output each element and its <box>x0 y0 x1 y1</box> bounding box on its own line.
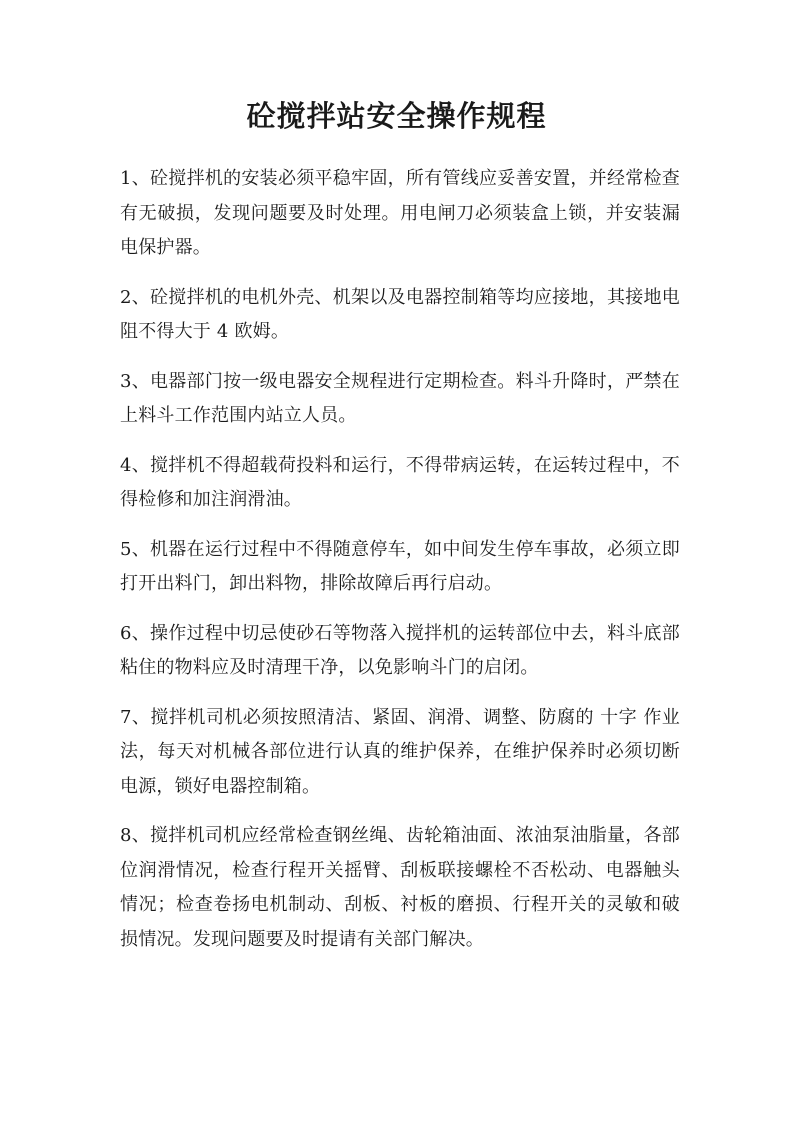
paragraph-7: 7、搅拌机司机必须按照清洁、紧固、润滑、调整、防腐的 十字 作业法，每天对机械各部位进行认真的维护保养，在维护保养时必须切断电源，锁好电器控制箱。 <box>120 706 680 797</box>
paragraph-5: 5、机器在运行过程中不得随意停车，如中间发生停车事故，必须立即打开出料门，卸出料物，排除故障后再行启动。 <box>120 538 680 594</box>
paragraph-4: 4、搅拌机不得超载荷投料和运行，不得带病运转，在运转过程中，不得检修和加注润滑油。 <box>120 454 680 510</box>
paragraph-2: 2、砼搅拌机的电机外壳、机架以及电器控制箱等均应接地，其接地电阻不得大于 4 欧姆。 <box>120 286 680 342</box>
document-body <box>120 162 680 972</box>
paragraph-6: 6、操作过程中切忌使砂石等物落入搅拌机的运转部位中去，料斗底部粘住的物料应及时清理干净，以免影响斗门的启闭。 <box>120 622 680 678</box>
paragraph-1: 1、砼搅拌机的安装必须平稳牢固，所有管线应妥善安置，并经常检查有无破损，发现问题要及时处理。用电闸刀必须装盒上锁，并安装漏电保护器。 <box>120 168 680 258</box>
paragraph-8: 8、搅拌机司机应经常检查钢丝绳、齿轮箱油面、浓油泵油脂量，各部位润滑情况，检查行程开关摇臂、刮板联接螺栓不否松动、电器触头情况；检查卷扬电机制动、刮板、衬板的磨损、行程开关的灵敏和破损情况。发现问题要及时提请有关部门解决。 <box>120 825 680 950</box>
page-title: 砼搅拌站安全操作规程 <box>246 99 547 133</box>
paragraph-3: 3、电器部门按一级电器安全规程进行定期检查。料斗升降时，严禁在上料斗工作范围内站立人员。 <box>120 370 680 426</box>
